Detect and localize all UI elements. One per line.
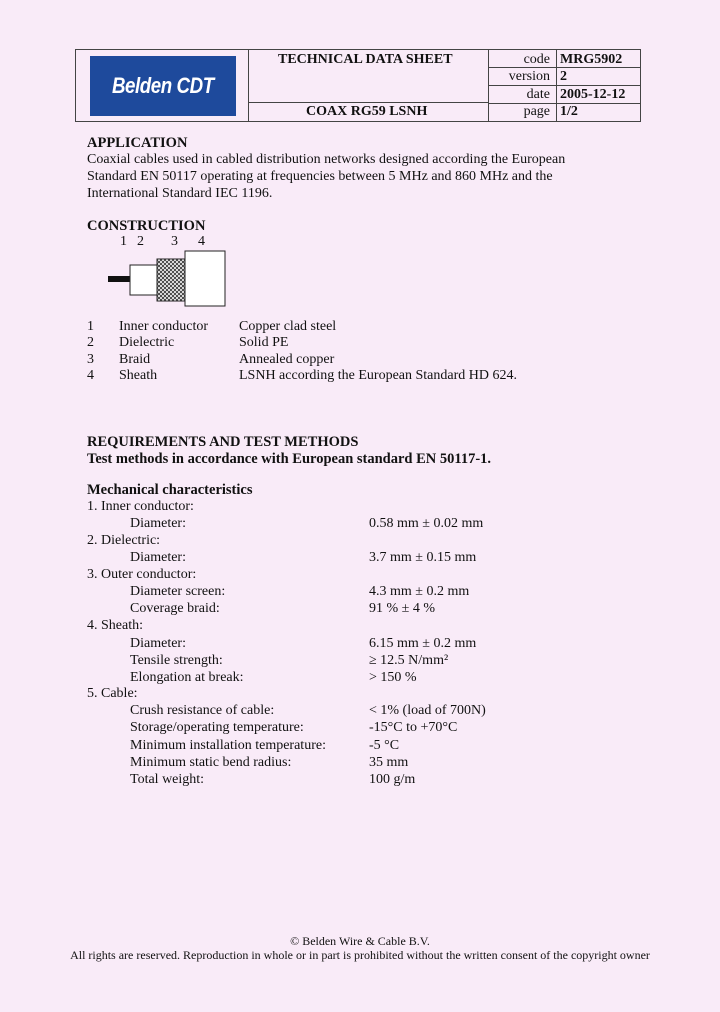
group-heading: 5. Cable: [87, 686, 138, 701]
spec-label: Minimum static bend radius: [130, 755, 292, 770]
spec-value: 3.7 mm ± 0.15 mm [369, 550, 477, 565]
construction-desc: Copper clad steel [239, 319, 337, 334]
field-label-date: date [526, 87, 550, 102]
footer-rights: All rights are reserved. Reproduction in whole or in part is prohibited without the written consent of the copyright owner [70, 948, 650, 962]
spec-value: ≥ 12.5 N/mm² [369, 653, 449, 668]
group-heading: 1. Inner conductor: [87, 499, 194, 514]
spec-label: Diameter: [130, 636, 186, 651]
spec-label: Tensile strength: [130, 653, 223, 668]
spec-label: Diameter screen: [130, 584, 226, 599]
spec-label: Diameter: [130, 516, 186, 531]
spec-value: 35 mm [369, 755, 409, 770]
construction-name: Dielectric [119, 335, 175, 350]
application-title: APPLICATION [87, 135, 188, 151]
spec-label: Coverage braid: [130, 601, 220, 616]
doc-type: TECHNICAL DATA SHEET [278, 52, 453, 67]
footer-copyright: © Belden Wire & Cable B.V. [290, 934, 430, 948]
construction-num: 3 [87, 352, 94, 367]
requirements-subtitle: Test methods in accordance with European standard EN 50117-1. [87, 451, 492, 467]
spec-label: Storage/operating temperature: [130, 720, 304, 735]
construction-name: Braid [119, 352, 151, 367]
spec-value: 6.15 mm ± 0.2 mm [369, 636, 477, 651]
field-value-code: MRG5902 [560, 52, 623, 67]
diagram-label-3: 3 [171, 234, 178, 249]
group-heading: 4. Sheath: [87, 618, 143, 633]
spec-label: Diameter: [130, 550, 186, 565]
field-label-code: code [523, 52, 550, 67]
diagram-label-1: 1 [120, 234, 127, 249]
product-name: COAX RG59 LSNH [306, 104, 428, 119]
application-line: Coaxial cables used in cabled distribution networks designed according the European [87, 152, 566, 167]
header-divider [248, 102, 488, 103]
construction-desc: Annealed copper [239, 352, 335, 367]
group-heading: 2. Dielectric: [87, 533, 161, 548]
construction-name: Inner conductor [119, 319, 209, 334]
dielectric-shape [130, 265, 157, 295]
application-line: International Standard IEC 1196. [87, 186, 273, 201]
diagram-label-4: 4 [198, 234, 205, 249]
field-value-version: 2 [560, 69, 567, 84]
spec-label: Elongation at break: [130, 670, 244, 685]
cable-cross-section-diagram [105, 248, 230, 308]
spec-value: -5 °C [369, 738, 400, 753]
spec-value: < 1% (load of 700N) [369, 703, 486, 718]
spec-value: 91 % ± 4 % [369, 601, 436, 616]
group-heading: 3. Outer conductor: [87, 567, 197, 582]
application-line: Standard EN 50117 operating at frequencies between 5 MHz and 860 MHz and the [87, 169, 553, 184]
spec-value: 0.58 mm ± 0.02 mm [369, 516, 484, 531]
header-divider [248, 49, 249, 122]
spec-label: Minimum installation temperature: [130, 738, 326, 753]
construction-desc: Solid PE [239, 335, 289, 350]
construction-name: Sheath [119, 368, 158, 383]
spec-value: 100 g/m [369, 772, 416, 787]
spec-label: Crush resistance of cable: [130, 703, 275, 718]
spec-value: -15°C to +70°C [369, 720, 458, 735]
field-label-version: version [508, 69, 550, 84]
construction-num: 2 [87, 335, 94, 350]
spec-value: > 150 % [369, 670, 417, 685]
mechanical-title: Mechanical characteristics [87, 482, 253, 498]
field-value-date: 2005-12-12 [560, 87, 626, 102]
construction-num: 1 [87, 319, 94, 334]
requirements-title: REQUIREMENTS AND TEST METHODS [87, 434, 359, 450]
field-value-page: 1/2 [560, 104, 578, 119]
field-label-page: page [523, 104, 550, 119]
inner-conductor-shape [108, 276, 130, 282]
construction-num: 4 [87, 368, 94, 383]
sheath-shape [185, 251, 225, 306]
spec-value: 4.3 mm ± 0.2 mm [369, 584, 470, 599]
construction-title: CONSTRUCTION [87, 218, 206, 234]
spec-label: Total weight: [130, 772, 205, 787]
company-logo: Belden CDT [90, 56, 236, 116]
diagram-label-2: 2 [137, 234, 144, 249]
construction-desc: LSNH according the European Standard HD 624. [239, 368, 517, 383]
header-divider [488, 85, 641, 86]
braid-shape [157, 259, 185, 301]
